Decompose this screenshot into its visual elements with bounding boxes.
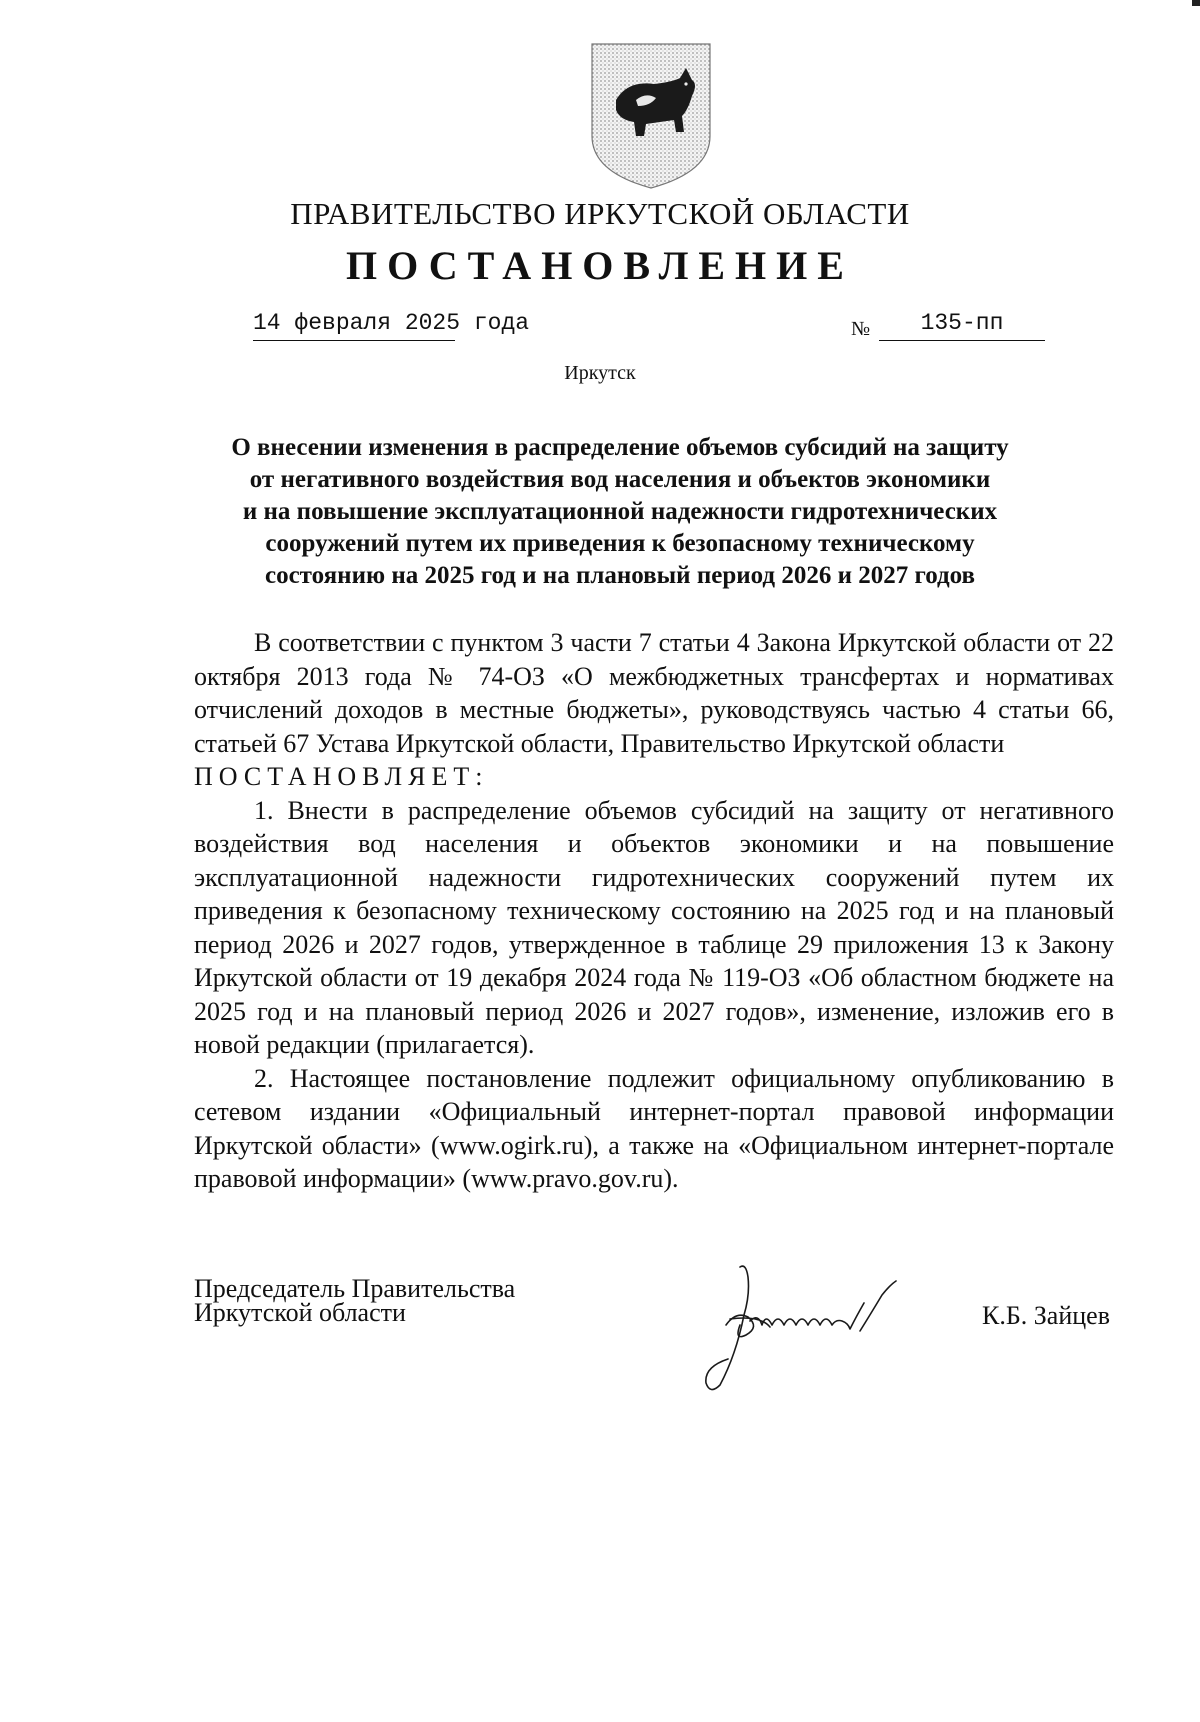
scan-edge-mark xyxy=(1192,0,1200,6)
number-sign: № xyxy=(851,318,871,340)
document-subject xyxy=(150,432,1090,592)
item-1-paragraph: 1. Внести в распределение объемов субсидий на защиту от негативного воздействия вод населения и объектов экономики и на повышение эксплуатационной надежности гидротехнических сооружений путем их приведения к безопасному техническому состоянию на 2025 год и на плановый период 2026 и 2027 годов, утвержденное в таблице 29 приложения 13 к Закону Иркутской области от 19 декабря 2024 года № 119-ОЗ «Об областном бюджете на 2025 год и на плановый период 2026 и 2027 годов», изменение, изложив его в новой редакции (прилагается). xyxy=(194,795,1114,1059)
preamble-paragraph: В соответствии с пунктом 3 части 7 статьи 4 Закона Иркутской области от 22 октября 2013 года № 74-ОЗ «О межбюджетных трансфертах и нормативах отчислений доходов в местные бюджеты», руководствуясь частью 4 статьи 66, статьей 67 Устава Иркутской области, Правительство Иркутской области xyxy=(194,628,1114,758)
signer-position xyxy=(194,1274,516,1327)
government-title: ПРАВИТЕЛЬСТВО ИРКУТСКОЙ ОБЛАСТИ xyxy=(290,196,910,231)
subject-line: состоянию на 2025 год и на плановый период 2026 и 2027 годов xyxy=(264,562,976,589)
subject-line: О внесении изменения в распределение объемов субсидий на защиту xyxy=(231,434,1009,461)
handwritten-signature-icon xyxy=(700,1255,960,1395)
document-body xyxy=(194,626,1114,1196)
coat-of-arms-icon xyxy=(588,40,714,190)
subject-line: и на повышение эксплуатационной надежности гидротехнических xyxy=(242,498,998,525)
signer-position-line: Иркутской области xyxy=(194,1298,406,1327)
signer-name: К.Б. Зайцев xyxy=(982,1301,1110,1330)
subject-line: от негативного воздействия вод населения и объектов экономики xyxy=(249,466,991,493)
document-date: 14 февраля 2025 года xyxy=(253,310,455,341)
document-number: 135-пп xyxy=(879,310,1045,341)
item-2-paragraph: 2. Настоящее постановление подлежит официальному опубликованию в сетевом издании «Официальный интернет-портал правовой информации Иркутской области» (www.ogirk.ru), а также на «Официальном интернет-портале правовой информации» (www.pravo.gov.ru). xyxy=(194,1063,1114,1193)
decree-word: ПОСТАНОВЛЯЕТ: xyxy=(194,762,489,791)
signer-position-line: Председатель Правительства xyxy=(194,1274,516,1303)
document-type: ПОСТАНОВЛЕНИЕ xyxy=(346,243,854,288)
subject-line: сооружений путем их приведения к безопасному техническому xyxy=(265,530,975,557)
city: Иркутск xyxy=(564,362,636,384)
